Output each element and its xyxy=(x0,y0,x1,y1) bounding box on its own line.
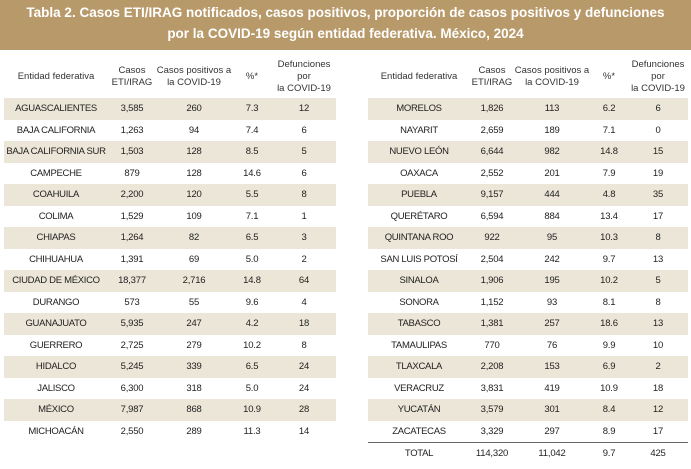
cell-positivos: 55 xyxy=(188,296,200,308)
cell-pct: 9.6 xyxy=(245,296,259,308)
cell-casos: 2,725 xyxy=(120,339,144,351)
cell-defunciones: 15 xyxy=(628,141,688,163)
cell-positivos: 301 xyxy=(514,399,590,421)
cell-entidad: QUINTANA ROO xyxy=(368,227,470,249)
cell-pct: 14.8 xyxy=(232,270,272,292)
cell-entidad: CIUDAD DE MÉXICO xyxy=(4,270,108,292)
cell-casos: 879 xyxy=(124,167,140,179)
cell-casos: 6,594 xyxy=(480,210,504,222)
cell-defunciones: 12 xyxy=(272,98,336,120)
cell-defunciones: 24 xyxy=(272,356,336,378)
cell-defunciones: 35 xyxy=(628,184,688,206)
cell-casos: 1,503 xyxy=(108,141,156,163)
cell-positivos: 128 xyxy=(156,141,232,163)
cell-positivos: 128 xyxy=(186,167,202,179)
cell-casos: 2,208 xyxy=(470,356,514,378)
cell-casos: 6,644 xyxy=(470,141,514,163)
table-row xyxy=(4,378,336,400)
table-row xyxy=(368,292,688,314)
table-row xyxy=(368,98,688,120)
table-row xyxy=(4,98,336,120)
table-row xyxy=(4,335,336,357)
cell-entidad: GUANAJUATO xyxy=(4,313,108,335)
cell-pct: 8.9 xyxy=(602,425,616,437)
cell-casos: 1,263 xyxy=(120,124,144,136)
cell-casos: 1,391 xyxy=(120,253,144,265)
cell-positivos: 982 xyxy=(514,141,590,163)
cell-positivos: 260 xyxy=(156,98,232,120)
cell-casos: 2,550 xyxy=(120,425,144,437)
cell-entidad: TAMAULIPAS xyxy=(391,339,447,351)
cell-positivos: 189 xyxy=(544,124,560,136)
cell-entidad: SONORA xyxy=(399,296,439,308)
cell-pct: 6.9 xyxy=(590,356,628,378)
cell-defunciones: 1 xyxy=(301,210,307,222)
cell-pct: 5.0 xyxy=(245,253,259,265)
cell-pct: 7.9 xyxy=(602,167,616,179)
cell-positivos: 76 xyxy=(546,339,558,351)
table-row xyxy=(4,356,336,378)
table-title-bar xyxy=(0,0,691,50)
table-row xyxy=(4,292,336,314)
cell-entidad: SAN LUIS POTOSÍ xyxy=(380,253,458,265)
cell-pct: 4.8 xyxy=(590,184,628,206)
cell-pct: 10.2 xyxy=(243,339,261,351)
table-row xyxy=(4,270,336,292)
cell-casos: 2,504 xyxy=(480,253,504,265)
cell-casos: 2,200 xyxy=(108,184,156,206)
cell-defunciones: 5 xyxy=(272,141,336,163)
cell-pct: 10.9 xyxy=(232,399,272,421)
cell-defunciones: 2 xyxy=(628,356,688,378)
cell-entidad: OAXACA xyxy=(400,167,438,179)
table-row xyxy=(368,356,688,378)
table-row xyxy=(368,249,688,271)
header-casos: Casos ETI/IRAG xyxy=(471,65,513,88)
cell-defunciones: 12 xyxy=(628,399,688,421)
cell-pct: 5.0 xyxy=(245,382,259,394)
cell-defunciones: 64 xyxy=(272,270,336,292)
table-row xyxy=(368,206,688,228)
cell-entidad: PUEBLA xyxy=(368,184,470,206)
cell-entidad: MÉXICO xyxy=(4,399,108,421)
cell-pct: 14.8 xyxy=(590,141,628,163)
cell-positivos: 247 xyxy=(156,313,232,335)
cell-defunciones: 8 xyxy=(272,184,336,206)
cell-entidad: SINALOA xyxy=(368,270,470,292)
cell-defunciones: 13 xyxy=(652,253,664,265)
cell-positivos: 297 xyxy=(544,425,560,437)
cell-pct: 6.2 xyxy=(590,98,628,120)
left-table xyxy=(4,56,336,442)
cell-pct: 4.2 xyxy=(232,313,272,335)
cell-defunciones: 17 xyxy=(652,425,664,437)
table-row xyxy=(368,421,688,443)
cell-positivos: 279 xyxy=(186,339,202,351)
table-row xyxy=(4,141,336,163)
cell-pct: 10.3 xyxy=(590,227,628,249)
cell-casos: 3,831 xyxy=(480,382,504,394)
cell-pct: 14.6 xyxy=(243,167,261,179)
table-title-line-2: por la COVID-19 según entidad federativa. México, 2024 xyxy=(167,26,524,41)
cell-defunciones: 0 xyxy=(655,124,661,136)
cell-casos: 5,245 xyxy=(108,356,156,378)
table-row xyxy=(368,378,688,400)
cell-pct: 5.5 xyxy=(232,184,272,206)
cell-pct: 10.9 xyxy=(600,382,618,394)
cell-casos: 1,381 xyxy=(470,313,514,335)
table-row xyxy=(368,270,688,292)
cell-defunciones: 19 xyxy=(652,167,664,179)
cell-positivos: 884 xyxy=(544,210,560,222)
cell-defunciones: 13 xyxy=(628,313,688,335)
cell-positivos: 109 xyxy=(186,210,202,222)
header-defunciones: Defunciones por la COVID-19 xyxy=(277,59,331,94)
cell-casos: 2,659 xyxy=(480,124,504,136)
cell-positivos: 95 xyxy=(514,227,590,249)
cell-entidad: MORELOS xyxy=(368,98,470,120)
cell-pct: 11.3 xyxy=(243,425,261,437)
right-header-row xyxy=(368,56,688,98)
table-row xyxy=(368,163,688,185)
cell-defunciones: 3 xyxy=(272,227,336,249)
cell-positivos: 289 xyxy=(186,425,202,437)
cell-pct: 9.9 xyxy=(602,339,616,351)
header-entidad: Entidad federativa xyxy=(380,71,458,82)
cell-positivos: 318 xyxy=(186,382,202,394)
cell-entidad: COAHUILA xyxy=(4,184,108,206)
cell-positivos: 120 xyxy=(156,184,232,206)
table-row xyxy=(4,227,336,249)
cell-positivos: 2,716 xyxy=(156,270,232,292)
cell-casos: 3,585 xyxy=(108,98,156,120)
cell-pct: 6.5 xyxy=(232,356,272,378)
cell-casos: 922 xyxy=(470,227,514,249)
cell-casos: 1,906 xyxy=(470,270,514,292)
total-row xyxy=(368,443,688,465)
cell-casos: 1,826 xyxy=(470,98,514,120)
header-pct: %* xyxy=(602,71,616,82)
total-casos: 114,320 xyxy=(470,443,514,465)
total-pct: 9.7 xyxy=(590,443,628,465)
cell-entidad: COLIMA xyxy=(38,210,74,222)
cell-pct: 18.6 xyxy=(590,313,628,335)
cell-positivos: 93 xyxy=(546,296,558,308)
cell-entidad: ZACATECAS xyxy=(392,425,446,437)
cell-entidad: HIDALCO xyxy=(4,356,108,378)
cell-pct: 7.4 xyxy=(245,124,259,136)
table-row xyxy=(368,399,688,421)
cell-entidad: TABASCO xyxy=(368,313,470,335)
cell-casos: 1,529 xyxy=(120,210,144,222)
cell-positivos: 113 xyxy=(514,98,590,120)
cell-pct: 8.4 xyxy=(590,399,628,421)
table-row xyxy=(368,120,688,142)
cell-pct: 13.4 xyxy=(600,210,618,222)
cell-pct: 7.3 xyxy=(232,98,272,120)
table-row xyxy=(368,141,688,163)
cell-defunciones: 5 xyxy=(628,270,688,292)
table-row xyxy=(4,313,336,335)
cell-positivos: 257 xyxy=(514,313,590,335)
table-row xyxy=(4,163,336,185)
cell-positivos: 444 xyxy=(514,184,590,206)
cell-positivos: 94 xyxy=(188,124,200,136)
cell-pct: 7.1 xyxy=(602,124,616,136)
cell-defunciones: 6 xyxy=(301,167,307,179)
table-row xyxy=(4,421,336,443)
cell-casos: 1,152 xyxy=(480,296,504,308)
cell-casos: 6,300 xyxy=(120,382,144,394)
cell-positivos: 419 xyxy=(544,382,560,394)
cell-entidad: DURANGO xyxy=(32,296,80,308)
cell-entidad: NUEVO LEÓN xyxy=(368,141,470,163)
cell-casos: 573 xyxy=(124,296,140,308)
cell-defunciones: 8 xyxy=(301,339,307,351)
cell-positivos: 868 xyxy=(156,399,232,421)
cell-entidad: YUCATÁN xyxy=(368,399,470,421)
cell-entidad: BAJA CALIFORNIA xyxy=(16,124,96,136)
cell-positivos: 242 xyxy=(544,253,560,265)
header-defunciones: Defunciones por la COVID-19 xyxy=(631,59,685,94)
cell-defunciones: 8 xyxy=(655,296,661,308)
table-row xyxy=(4,399,336,421)
cell-casos: 1,264 xyxy=(108,227,156,249)
total-positivos: 11,042 xyxy=(514,443,590,465)
cell-pct: 9.7 xyxy=(602,253,616,265)
cell-defunciones: 18 xyxy=(652,382,664,394)
cell-entidad: JALISCO xyxy=(37,382,75,394)
header-casos: Casos ETI/IRAG xyxy=(111,65,153,88)
cell-entidad: CHIAPAS xyxy=(4,227,108,249)
cell-entidad: AGUASCALIENTES xyxy=(4,98,108,120)
cell-entidad: GUERRERO xyxy=(29,339,83,351)
cell-entidad: MICHOACÁN xyxy=(28,425,84,437)
cell-entidad: VERACRUZ xyxy=(394,382,444,394)
cell-entidad: QUERÉTARO xyxy=(390,210,448,222)
cell-defunciones: 24 xyxy=(298,382,310,394)
table-row xyxy=(368,184,688,206)
cell-defunciones: 4 xyxy=(301,296,307,308)
cell-casos: 9,157 xyxy=(470,184,514,206)
cell-positivos: 339 xyxy=(156,356,232,378)
cell-casos: 3,579 xyxy=(470,399,514,421)
cell-positivos: 153 xyxy=(514,356,590,378)
cell-defunciones: 6 xyxy=(301,124,307,136)
cell-defunciones: 2 xyxy=(301,253,307,265)
cell-casos: 7,987 xyxy=(108,399,156,421)
cell-positivos: 82 xyxy=(156,227,232,249)
total-label: TOTAL xyxy=(368,443,470,465)
cell-entidad: CHIHUAHUA xyxy=(29,253,83,265)
left-header-row xyxy=(4,56,336,98)
cell-positivos: 201 xyxy=(544,167,560,179)
header-positivos: Casos positivos a la COVID-19 xyxy=(156,65,232,88)
cell-entidad: NAYARIT xyxy=(400,124,438,136)
cell-defunciones: 17 xyxy=(652,210,664,222)
total-defunciones: 425 xyxy=(628,443,688,465)
cell-casos: 18,377 xyxy=(108,270,156,292)
cell-casos: 3,329 xyxy=(480,425,504,437)
cell-casos: 2,552 xyxy=(480,167,504,179)
table-row xyxy=(4,206,336,228)
table-row xyxy=(4,184,336,206)
cell-entidad: CAMPECHE xyxy=(30,167,82,179)
cell-defunciones: 8 xyxy=(628,227,688,249)
table-row xyxy=(4,249,336,271)
header-positivos: Casos positivos a la COVID-19 xyxy=(514,65,590,88)
header-entidad: Entidad federativa xyxy=(17,71,95,82)
cell-pct: 10.2 xyxy=(590,270,628,292)
table-row xyxy=(368,313,688,335)
cell-entidad: TLAXCALA xyxy=(368,356,470,378)
cell-pct: 6.5 xyxy=(232,227,272,249)
table-row xyxy=(368,227,688,249)
cell-defunciones: 18 xyxy=(272,313,336,335)
right-table xyxy=(368,56,688,465)
cell-pct: 8.5 xyxy=(232,141,272,163)
cell-defunciones: 10 xyxy=(652,339,664,351)
cell-defunciones: 28 xyxy=(272,399,336,421)
cell-defunciones: 6 xyxy=(628,98,688,120)
cell-pct: 8.1 xyxy=(602,296,616,308)
cell-positivos: 195 xyxy=(514,270,590,292)
table-row xyxy=(368,335,688,357)
cell-casos: 770 xyxy=(484,339,500,351)
cell-positivos: 69 xyxy=(188,253,200,265)
cell-defunciones: 14 xyxy=(298,425,310,437)
cell-casos: 5,935 xyxy=(108,313,156,335)
table-title-line-1: Tabla 2. Casos ETI/IRAG notificados, casos positivos, proporción de casos positivos y defunciones xyxy=(26,5,665,20)
cell-pct: 7.1 xyxy=(245,210,259,222)
table-row xyxy=(4,120,336,142)
header-pct: %* xyxy=(245,71,259,82)
cell-entidad: BAJA CALIFORNIA SUR xyxy=(4,141,108,163)
